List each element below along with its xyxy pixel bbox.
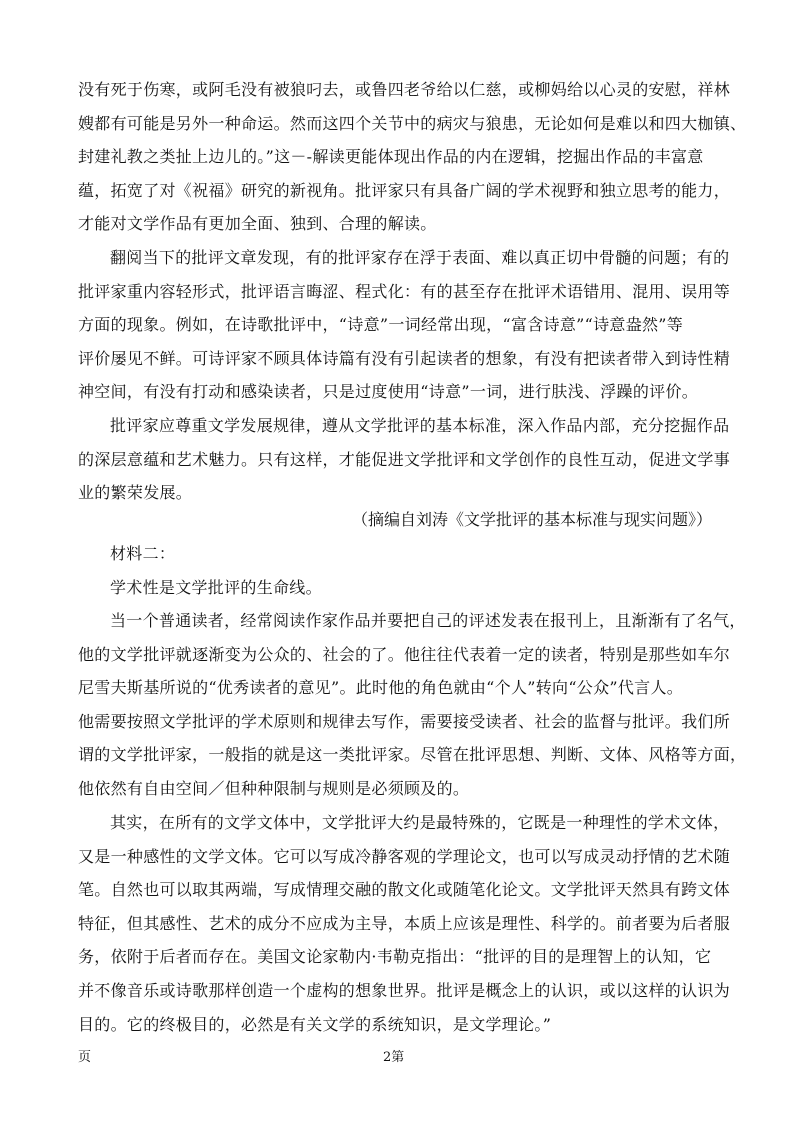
paragraph-critic-role — [78, 604, 747, 806]
footer-page-label: 页 — [78, 1050, 92, 1065]
text-line: 没有死于伤寒，或阿毛没有被狼叼去，或鲁四老爷给以仁慈，或柳妈给以心灵的安慰，祥林 — [78, 80, 731, 99]
text-line: 其实，在所有的文学文体中，文学批评大约是最特殊的，它既是一种理性的学术文体， — [110, 813, 730, 832]
text-line: 批评家重内容轻形式，批评语言晦涩、程式化：有的甚至存在批评术语错用、混用、误用等 — [78, 281, 731, 301]
text-line: 目的。它的终极目的，必然是有关文学的系统知识，是文学理论。” — [78, 1014, 552, 1034]
text-line: 蕴，拓宽了对《祝福》研究的新视角。批评家只有具备广阔的学术视野和独立思考的能力， — [78, 180, 731, 200]
text-line: 他需要按照文学批评的学术原则和规律去写作，需要接受读者、社会的监督与批评。我们所 — [78, 711, 731, 731]
paragraph-criticism-problems — [78, 241, 731, 409]
footer-page-number: 2第 — [383, 1050, 405, 1065]
text-line: 评价屡见不鲜。可诗评家不顾具体诗篇有没有引起读者的想象，有没有把读者带入到诗性精 — [78, 348, 731, 368]
text-line: 方面的现象。例如，在诗歌批评中，“诗意”一词经常出现，“富含诗意”“诗意盎然”等 — [78, 315, 684, 335]
text-line: 并不像音乐或诗歌那样创造一个虚构的想象世界。批评是概念上的认识，或以这样的认识为 — [78, 980, 731, 1000]
text-line: 尼雪夫斯基所说的“优秀读者的意见”。此时他的角色就由“个人”转向“公众”代言人。 — [78, 678, 684, 698]
paragraph-continuation — [78, 73, 747, 241]
text-line: 业的繁荣发展。 — [78, 483, 193, 503]
text-line: 他的文学批评就逐渐变为公众的、社会的了。他往往代表着一定的读者，特别是那些如车尔 — [78, 644, 731, 664]
text-line: 谓的文学批评家，一般指的就是这一类批评家。尽管在批评思想、判断、文体、风格等方面， — [78, 745, 747, 765]
paragraph-conclusion — [78, 409, 731, 510]
text-line: 特征，但其感性、艺术的成分不应成为主导，本质上应该是理性、科学的。前者要为后者服 — [78, 913, 731, 933]
text-line: 神空间，有没有打动和感染读者，只是过度使用“诗意”一词，进行肤浅、浮躁的评价。 — [78, 382, 699, 402]
paragraph-criticism-genre — [78, 806, 731, 1041]
text-line: 翻阅当下的批评文章发现，有的批评家存在浮于表面、难以真正切中骨髓的问题；有的 — [110, 248, 730, 267]
material-two-block — [78, 537, 718, 604]
text-line: 笔。自然也可以取其两端，写成情理交融的散文化或随笔化论文。文学批评天然具有跨文体 — [78, 880, 731, 900]
text-line: 批评家应尊重文学发展规律，遵从文学批评的基本标准，深入作品内部，充分挖掘作品 — [110, 416, 730, 435]
text-line: 的深层意蕴和艺术魅力。只有这样，才能促进文学批评和文学创作的良性互动，促进文学事 — [78, 449, 731, 469]
text-line: 又是一种感性的文学文体。它可以写成冷静客观的学理论文，也可以写成灵动抒情的艺术随 — [78, 846, 731, 866]
text-line: 封建礼教之类扯上边儿的。”这－-解读更能体现出作品的内在逻辑，挖掘出作品的丰富意 — [78, 147, 704, 167]
text-line: 当一个普通读者，经常阅读作家作品并要把自己的评述发表在报刊上，且渐渐有了名气， — [110, 611, 746, 630]
text-line: 务，依附于后者而存在。美国文论家勒内·韦勒克指出：“批评的目的是理智上的认知，它 — [78, 947, 712, 967]
material-heading: 材料二： — [110, 544, 176, 563]
thesis-line: 学术性是文学批评的生命线。 — [110, 577, 322, 597]
text-line: 嫂都有可能是另外一种命运。然而这四个关节中的病灾与狼患，无论如何是难以和四大枷镇、 — [78, 113, 747, 133]
source-citation: （摘编自刘涛《文学批评的基本标准与现实问题》） — [351, 510, 712, 529]
text-line: 他依然有自由空间／但种种限制与规则是必须顾及的。 — [78, 778, 470, 798]
text-line: 才能对文学作品有更加全面、独到、合理的解读。 — [78, 214, 437, 234]
